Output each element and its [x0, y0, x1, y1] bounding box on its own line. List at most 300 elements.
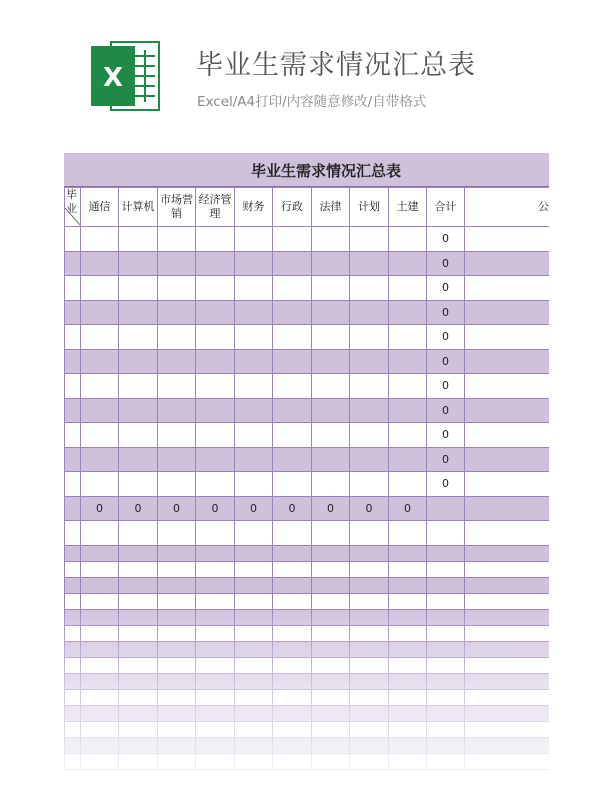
column-header: 通信	[81, 188, 119, 227]
table-cell	[273, 251, 312, 276]
table-cell	[81, 325, 119, 350]
table-cell	[158, 227, 196, 252]
table-cell	[65, 325, 81, 350]
table-cell	[389, 276, 427, 301]
table-cell	[158, 705, 196, 721]
table-cell	[235, 251, 273, 276]
table-cell	[389, 657, 427, 673]
table-cell	[389, 374, 427, 399]
table-cell	[158, 753, 196, 769]
table-cell	[465, 300, 550, 325]
table-cell	[465, 398, 550, 423]
table-cell	[312, 561, 350, 577]
table-cell-value: 0	[427, 300, 465, 325]
table-cell	[465, 721, 550, 737]
table-cell	[350, 423, 389, 448]
table-cell	[273, 561, 312, 577]
table-cell	[65, 561, 81, 577]
table-cell	[196, 657, 235, 673]
table-cell-value: 0	[427, 423, 465, 448]
table-cell	[196, 300, 235, 325]
table-cell	[158, 545, 196, 561]
table-cell	[350, 349, 389, 374]
table-cell	[81, 545, 119, 561]
table-cell	[350, 689, 389, 705]
table-cell	[312, 374, 350, 399]
table-cell	[119, 657, 158, 673]
table-cell	[196, 625, 235, 641]
table-cell	[312, 251, 350, 276]
table-cell	[389, 737, 427, 753]
table-cell	[119, 737, 158, 753]
table-cell	[273, 300, 312, 325]
table-cell	[235, 673, 273, 689]
table-cell	[273, 689, 312, 705]
table-cell	[119, 593, 158, 609]
table-cell	[312, 398, 350, 423]
table-cell	[312, 577, 350, 593]
table-cell	[81, 521, 119, 546]
table-cell	[235, 300, 273, 325]
table-cell	[350, 374, 389, 399]
table-cell	[119, 705, 158, 721]
table-cell	[65, 641, 81, 657]
table-cell	[81, 227, 119, 252]
table-cell	[273, 705, 312, 721]
table-cell	[312, 753, 350, 769]
table-row	[65, 423, 550, 448]
table-cell-value: 0	[427, 276, 465, 301]
table-cell	[119, 641, 158, 657]
table-row	[65, 227, 550, 252]
table-cell	[350, 447, 389, 472]
table-cell	[273, 521, 312, 546]
column-header: 财务	[235, 188, 273, 227]
table-cell	[119, 398, 158, 423]
column-header: 计划	[350, 188, 389, 227]
table-cell-value: 0	[235, 496, 273, 521]
table-cell	[350, 300, 389, 325]
table-cell	[119, 521, 158, 546]
table-cell	[273, 753, 312, 769]
table-cell	[158, 689, 196, 705]
table-cell	[465, 227, 550, 252]
table-cell	[158, 447, 196, 472]
table-cell	[427, 561, 465, 577]
table-cell	[119, 753, 158, 769]
table-cell	[81, 657, 119, 673]
table-row	[65, 349, 550, 374]
table-cell	[65, 472, 81, 497]
table-cell	[158, 374, 196, 399]
diagonal-divider	[65, 188, 81, 226]
table-cell	[273, 609, 312, 625]
table-cell	[65, 577, 81, 593]
table-cell	[312, 521, 350, 546]
demand-summary-table	[64, 187, 549, 770]
table-row	[65, 705, 550, 721]
table-cell	[235, 325, 273, 350]
table-cell	[81, 349, 119, 374]
table-cell	[312, 545, 350, 561]
table-cell-value: 0	[389, 496, 427, 521]
table-cell	[235, 349, 273, 374]
table-cell	[65, 673, 81, 689]
table-cell	[273, 374, 312, 399]
table-cell-value: 0	[196, 496, 235, 521]
table-cell	[427, 689, 465, 705]
table-cell	[427, 705, 465, 721]
table-cell	[65, 625, 81, 641]
table-cell	[119, 227, 158, 252]
table-cell	[389, 577, 427, 593]
table-cell	[273, 737, 312, 753]
corner-header-cell: 毕业	[65, 188, 81, 227]
table-cell	[350, 227, 389, 252]
table-cell	[158, 593, 196, 609]
table-cell-value: 0	[158, 496, 196, 521]
table-cell-value: 0	[427, 251, 465, 276]
table-cell-value: 0	[427, 349, 465, 374]
column-header: 市场营销	[158, 188, 196, 227]
table-cell	[196, 737, 235, 753]
table-cell	[350, 577, 389, 593]
table-cell	[65, 374, 81, 399]
table-cell	[427, 496, 465, 521]
table-cell	[65, 398, 81, 423]
table-cell	[158, 673, 196, 689]
table-cell	[158, 609, 196, 625]
table-cell	[312, 721, 350, 737]
table-cell	[235, 545, 273, 561]
table-cell	[119, 251, 158, 276]
table-row	[65, 472, 550, 497]
table-cell	[235, 447, 273, 472]
table-cell-value: 0	[427, 325, 465, 350]
table-cell	[196, 545, 235, 561]
table-cell	[389, 705, 427, 721]
table-row	[65, 300, 550, 325]
table-cell	[119, 545, 158, 561]
table-cell	[81, 472, 119, 497]
table-cell	[427, 737, 465, 753]
table-row	[65, 374, 550, 399]
table-cell	[158, 521, 196, 546]
table-cell	[196, 423, 235, 448]
table-cell-value: 0	[81, 496, 119, 521]
table-cell	[389, 721, 427, 737]
table-cell	[389, 251, 427, 276]
table-row	[65, 609, 550, 625]
table-cell	[81, 753, 119, 769]
table-cell	[389, 641, 427, 657]
table-cell	[389, 398, 427, 423]
table-cell	[158, 657, 196, 673]
table-cell	[273, 472, 312, 497]
table-cell	[119, 349, 158, 374]
table-cell	[235, 625, 273, 641]
table-cell	[158, 561, 196, 577]
table-cell	[350, 625, 389, 641]
column-header: 法律	[312, 188, 350, 227]
table-cell	[235, 577, 273, 593]
table-cell	[465, 641, 550, 657]
table-cell	[389, 423, 427, 448]
table-cell	[389, 593, 427, 609]
table-cell	[196, 251, 235, 276]
table-cell	[273, 423, 312, 448]
table-cell	[158, 276, 196, 301]
table-row	[65, 577, 550, 593]
column-header: 合计	[427, 188, 465, 227]
table-cell	[465, 545, 550, 561]
table-cell	[81, 447, 119, 472]
table-cell	[312, 609, 350, 625]
table-cell	[312, 657, 350, 673]
table-cell	[427, 673, 465, 689]
table-cell	[196, 521, 235, 546]
table-row	[65, 625, 550, 641]
table-cell	[312, 737, 350, 753]
table-row	[65, 593, 550, 609]
table-cell	[65, 349, 81, 374]
table-cell	[389, 349, 427, 374]
table-cell	[350, 609, 389, 625]
table-cell	[427, 609, 465, 625]
table-cell	[119, 374, 158, 399]
table-cell	[273, 349, 312, 374]
table-cell	[389, 673, 427, 689]
table-cell	[350, 721, 389, 737]
table-cell	[196, 577, 235, 593]
table-cell	[65, 423, 81, 448]
table-cell	[196, 227, 235, 252]
table-cell	[465, 609, 550, 625]
table-cell	[350, 705, 389, 721]
table-row	[65, 496, 550, 521]
table-cell	[158, 398, 196, 423]
table-cell	[196, 349, 235, 374]
table-cell	[65, 276, 81, 301]
table-cell	[119, 447, 158, 472]
table-cell-value: 0	[427, 227, 465, 252]
table-cell	[273, 641, 312, 657]
table-cell	[65, 545, 81, 561]
table-cell	[350, 561, 389, 577]
table-cell	[312, 625, 350, 641]
table-cell-value: 0	[350, 496, 389, 521]
table-cell	[427, 593, 465, 609]
table-cell	[312, 325, 350, 350]
table-cell	[235, 737, 273, 753]
table-cell	[158, 577, 196, 593]
table-cell	[119, 472, 158, 497]
table-cell	[312, 447, 350, 472]
spreadsheet-preview	[64, 153, 549, 800]
table-cell	[119, 577, 158, 593]
table-row	[65, 251, 550, 276]
table-cell	[81, 625, 119, 641]
table-cell	[119, 609, 158, 625]
table-cell	[158, 325, 196, 350]
table-cell	[350, 737, 389, 753]
table-cell	[235, 374, 273, 399]
table-cell	[81, 276, 119, 301]
table-cell	[427, 521, 465, 546]
table-cell	[81, 689, 119, 705]
table-cell	[465, 689, 550, 705]
column-header: 行政	[273, 188, 312, 227]
table-cell	[196, 561, 235, 577]
table-cell	[196, 689, 235, 705]
table-cell	[196, 472, 235, 497]
table-cell	[465, 561, 550, 577]
table-cell	[465, 251, 550, 276]
table-cell	[119, 561, 158, 577]
table-cell	[119, 276, 158, 301]
table-cell	[235, 641, 273, 657]
table-cell	[196, 673, 235, 689]
table-cell-value: 0	[427, 472, 465, 497]
table-cell	[235, 227, 273, 252]
table-cell	[427, 545, 465, 561]
table-row	[65, 447, 550, 472]
table-cell	[389, 227, 427, 252]
table-cell	[312, 349, 350, 374]
table-cell	[81, 593, 119, 609]
table-cell	[158, 349, 196, 374]
table-cell	[350, 673, 389, 689]
table-cell	[235, 472, 273, 497]
table-cell	[427, 625, 465, 641]
table-cell	[350, 641, 389, 657]
table-cell	[235, 609, 273, 625]
table-cell	[81, 673, 119, 689]
table-cell	[158, 641, 196, 657]
table-row	[65, 561, 550, 577]
table-cell	[119, 721, 158, 737]
table-cell	[119, 325, 158, 350]
table-cell	[65, 753, 81, 769]
table-cell	[350, 398, 389, 423]
table-cell	[81, 300, 119, 325]
table-cell	[196, 276, 235, 301]
table-cell	[65, 496, 81, 521]
sheet-title: 毕业生需求情况汇总表	[251, 162, 402, 180]
table-cell	[389, 689, 427, 705]
table-cell	[273, 545, 312, 561]
table-row	[65, 737, 550, 753]
table-cell	[196, 374, 235, 399]
table-cell	[427, 657, 465, 673]
table-cell	[350, 325, 389, 350]
table-cell	[389, 300, 427, 325]
table-cell	[65, 447, 81, 472]
table-cell-value: 0	[427, 374, 465, 399]
page-subtitle: Excel/A4打印/内容随意修改/自带格式	[197, 94, 427, 110]
table-cell	[196, 447, 235, 472]
table-cell	[273, 325, 312, 350]
table-cell	[119, 689, 158, 705]
table-cell	[81, 374, 119, 399]
table-cell	[312, 276, 350, 301]
table-cell	[350, 593, 389, 609]
table-cell	[235, 561, 273, 577]
table-row	[65, 689, 550, 705]
table-cell	[465, 753, 550, 769]
table-cell	[312, 300, 350, 325]
table-cell	[81, 423, 119, 448]
table-cell	[465, 496, 550, 521]
table-cell	[196, 609, 235, 625]
table-cell	[196, 641, 235, 657]
table-cell	[158, 472, 196, 497]
table-cell	[273, 673, 312, 689]
table-cell	[81, 737, 119, 753]
table-row	[65, 657, 550, 673]
page-title: 毕业生需求情况汇总表	[196, 50, 476, 81]
table-cell	[465, 705, 550, 721]
table-cell	[119, 673, 158, 689]
table-cell	[312, 705, 350, 721]
table-cell	[312, 593, 350, 609]
table-cell	[235, 398, 273, 423]
table-cell	[312, 673, 350, 689]
table-cell	[427, 641, 465, 657]
excel-icon	[89, 38, 161, 114]
table-cell	[158, 625, 196, 641]
column-header: 经济管理	[196, 188, 235, 227]
table-cell	[465, 325, 550, 350]
table-cell	[465, 737, 550, 753]
table-cell	[81, 577, 119, 593]
table-cell	[65, 721, 81, 737]
table-cell	[65, 521, 81, 546]
table-cell	[65, 657, 81, 673]
table-cell	[158, 423, 196, 448]
table-cell	[389, 447, 427, 472]
table-cell	[465, 577, 550, 593]
table-cell	[196, 325, 235, 350]
table-cell	[350, 472, 389, 497]
table-cell	[312, 423, 350, 448]
table-cell	[389, 545, 427, 561]
table-cell	[235, 521, 273, 546]
table-cell	[465, 374, 550, 399]
table-cell	[427, 577, 465, 593]
table-cell	[196, 721, 235, 737]
table-cell	[273, 447, 312, 472]
table-cell	[465, 276, 550, 301]
table-cell	[389, 753, 427, 769]
table-cell	[81, 398, 119, 423]
table-cell	[81, 251, 119, 276]
table-cell	[350, 251, 389, 276]
table-cell	[81, 705, 119, 721]
table-cell	[273, 593, 312, 609]
table-cell	[312, 689, 350, 705]
table-cell-value: 0	[273, 496, 312, 521]
table-cell	[312, 472, 350, 497]
table-cell	[273, 227, 312, 252]
table-cell	[389, 325, 427, 350]
table-cell	[273, 657, 312, 673]
table-cell	[389, 609, 427, 625]
table-cell	[389, 625, 427, 641]
table-cell	[158, 721, 196, 737]
table-cell	[235, 657, 273, 673]
table-cell	[235, 753, 273, 769]
